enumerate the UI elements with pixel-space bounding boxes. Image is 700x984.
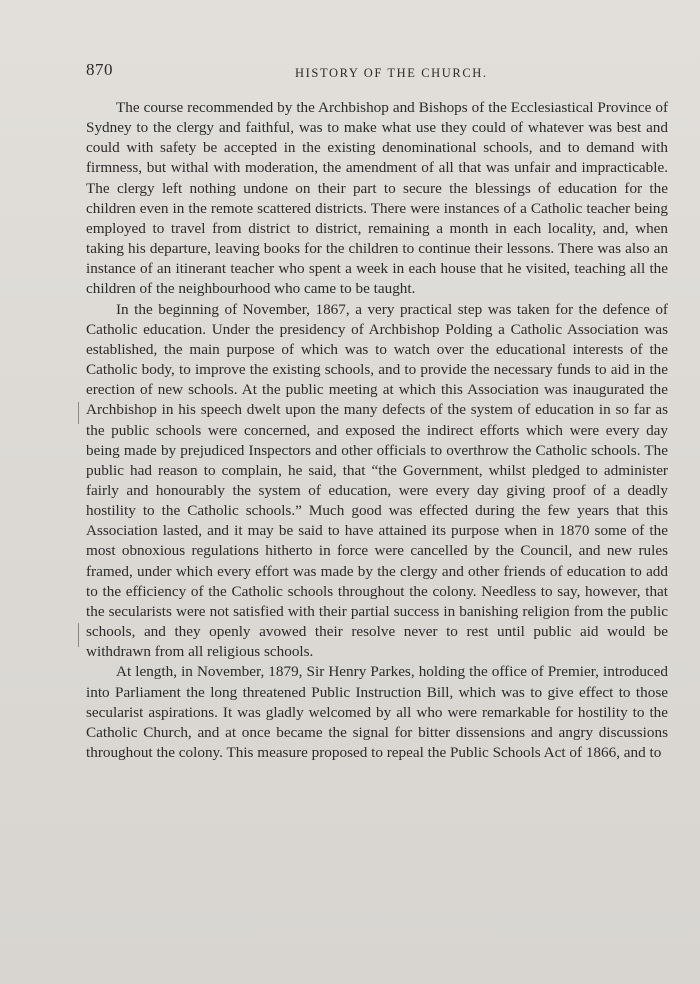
page-number: 870 bbox=[86, 60, 113, 79]
paragraph-1: The course recommended by the Archbishop and Bishops of the Ecclesiastical Province of Sydney to the clergy and faithful, was to make what use they could of whatever was best and could with safety be accepted in the existing denominational schools, and to demand with firmness, but withal with moderation, the amendment of all that was unfair and impracticable. The clergy left nothing undone on their part to secure the blessings of education for the children even in the remote scattered districts. There were instances of a Catholic teacher being employed to travel from district to district, remaining a month in each locality, and, when taking his departure, leaving books for the children to continue their lessons. There was also an instance of an itinerant teacher who spent a week in each house that he visited, teaching all the children of the neighbourhood who came to be taught. bbox=[86, 99, 668, 298]
paragraph-3: At length, in November, 1879, Sir Henry Parkes, holding the office of Premier, introduced into Parliament the long threatened Public Instruction Bill, which was to give effect to those secularist aspirations. It was gladly welcomed by all who were remarkable for hostility to the Catholic Church, and at once became the signal for bitter dissensions and angry discussions throughout the colony. This measure proposed to repeal the Public Schools Act of 1866, and to bbox=[86, 663, 668, 761]
margin-mark bbox=[78, 402, 79, 424]
body-text bbox=[86, 98, 668, 763]
margin-mark bbox=[78, 623, 79, 647]
paragraph-2: In the beginning of November, 1867, a very practical step was taken for the defence of Catholic education. Under the presidency of Archbishop Polding a Catholic Association was established, the main purpose of which was to watch over the educational interests of the Catholic body, to improve the existing schools, and to provide the necessary funds to aid in the erection of new schools. At the public meeting at which this Association was inaugurated the Archbishop in his speech dwelt upon the many defects of the system of education in so far as the public schools were concerned, and exposed the indirect efforts which were every day being made by prejudiced Inspectors and other officials to overthrow the Catholic schools. The public had reason to complain, he said, that “the Government, whilst pledged to administer fairly and honourably the system of education, were every day giving proof of a deadly hostility to the Catholic schools.” Much good was effected during the few years that this Association lasted, and it may be said to have attained its purpose when in 1870 some of the most obnoxious regulations hitherto in force were cancelled by the Council, and new rules framed, under which every effort was made by the clergy and other friends of education to add to the efficiency of the Catholic schools throughout the colony. Needless to say, however, that the secularists were not satisfied with their partial success in banishing religion from the public schools, and they openly avowed their resolve never to rest until public aid would be withdrawn from all religious schools. bbox=[86, 300, 668, 661]
running-title: HISTORY OF THE CHURCH. bbox=[295, 66, 488, 80]
